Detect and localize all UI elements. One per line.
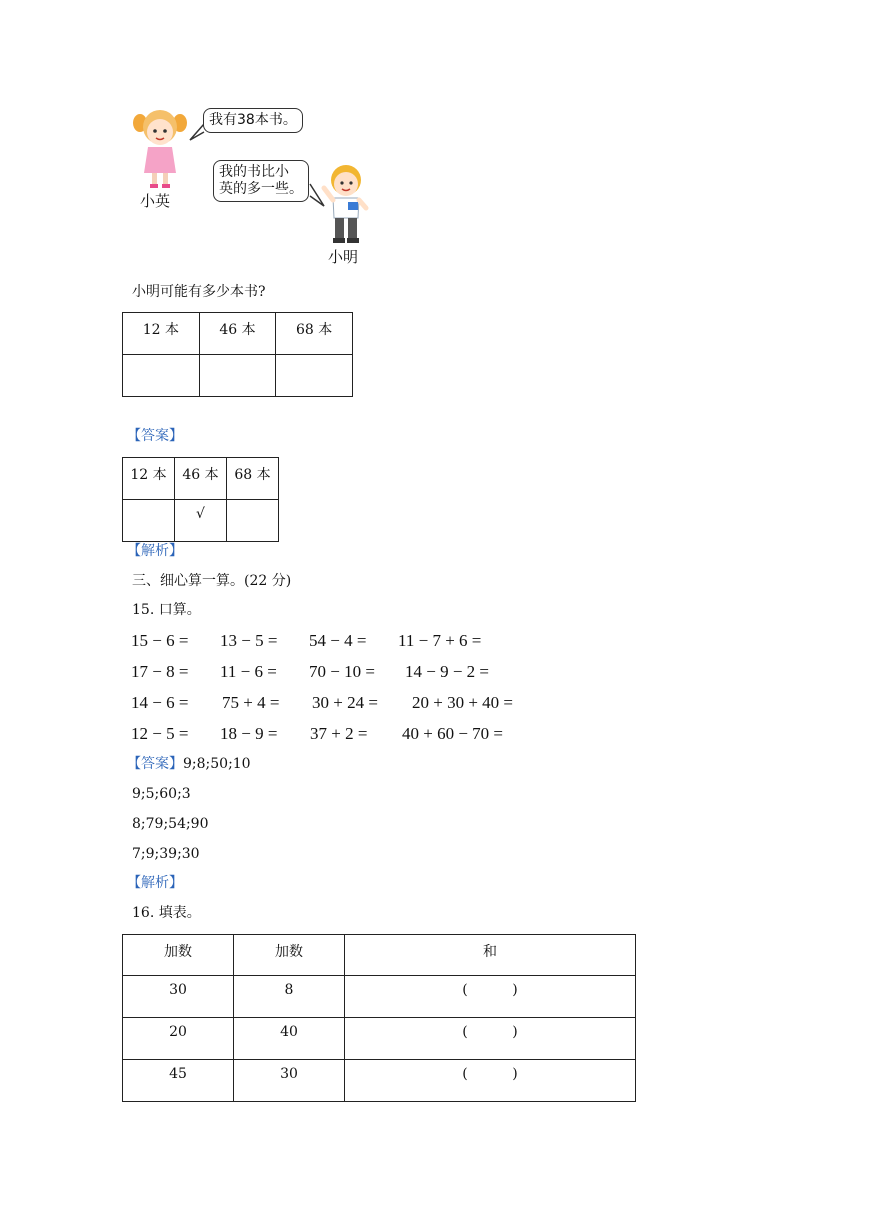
question-16-title: 16. 填表。 [132,905,201,921]
answer-15-line [127,755,251,773]
boy-bubble-line2: 英的多一些。 [219,181,303,197]
arithmetic-problem: 30 + 24 = [312,693,378,712]
mark-cell [227,500,279,542]
option-cell: 68 本 [227,458,279,500]
table-cell: 8 [234,976,345,1018]
answer-label: 【答案】 [127,756,183,772]
table-cell: 45 [123,1060,234,1102]
arithmetic-problem: 40 + 60 − 70 = [402,724,504,743]
option-cell: 46 本 [175,458,227,500]
arithmetic-problem: 75 + 4 = [222,693,280,712]
table-cell: 40 [234,1018,345,1060]
arithmetic-problem: 18 − 9 = [220,724,278,743]
boy-bubble-line1: 我的书比小 [219,164,289,180]
analysis-label: 【解析】 [127,875,183,891]
sum-blank[interactable]: ( ) [345,976,636,1018]
illustration [120,100,380,270]
boy-figure-icon [318,160,373,245]
answer-14-table [122,457,279,542]
arithmetic-problem: 11 − 7 + 6 = [398,631,482,650]
question-15-title: 15. 口算。 [132,602,201,618]
arithmetic-problem: 70 − 10 = [309,662,375,681]
answer-values: 9;8;50;10 [183,756,251,772]
sum-blank[interactable]: ( ) [345,1060,636,1102]
option-cell: 46 本 [199,313,276,355]
answer-values: 7;9;39;30 [132,846,200,862]
table-header: 和 [345,935,636,976]
analysis-label: 【解析】 [127,543,183,559]
option-cell: 12 本 [123,313,200,355]
girl-speech-bubble: 我有38本书。 [203,108,303,133]
arithmetic-problem: 54 − 4 = [309,631,367,650]
answer-label: 【答案】 [127,428,183,444]
boy-name: 小明 [328,248,359,266]
mark-cell [123,500,175,542]
table-header: 加数 [234,935,345,976]
boy-speech-bubble [213,160,309,202]
question-14-table [122,312,353,397]
option-cell: 12 本 [123,458,175,500]
girl-figure-icon [130,105,190,190]
option-cell: 68 本 [276,313,353,355]
table-cell: 30 [123,976,234,1018]
answer-cell[interactable] [199,355,276,397]
arithmetic-problem: 37 + 2 = [310,724,368,743]
arithmetic-problem: 20 + 30 + 40 = [412,693,514,712]
question-14-text: 小明可能有多少本书? [132,284,266,300]
arithmetic-problem: 12 − 5 = [131,724,189,743]
arithmetic-problem: 11 − 6 = [220,662,277,681]
answer-values: 9;5;60;3 [132,786,191,802]
answer-values: 8;79;54;90 [132,816,209,832]
addition-table [122,934,636,1102]
table-header: 加数 [123,935,234,976]
sum-blank[interactable]: ( ) [345,1018,636,1060]
arithmetic-problem: 17 − 8 = [131,662,189,681]
arithmetic-problem: 14 − 6 = [131,693,189,712]
arithmetic-problem: 14 − 9 − 2 = [405,662,490,681]
check-mark: √ [175,500,227,542]
answer-cell[interactable] [123,355,200,397]
table-cell: 20 [123,1018,234,1060]
girl-name: 小英 [140,192,171,210]
arithmetic-problem: 15 − 6 = [131,631,189,650]
section-3-title: 三、细心算一算。(22 分) [132,573,292,589]
answer-cell[interactable] [276,355,353,397]
arithmetic-problem: 13 − 5 = [220,631,278,650]
table-cell: 30 [234,1060,345,1102]
